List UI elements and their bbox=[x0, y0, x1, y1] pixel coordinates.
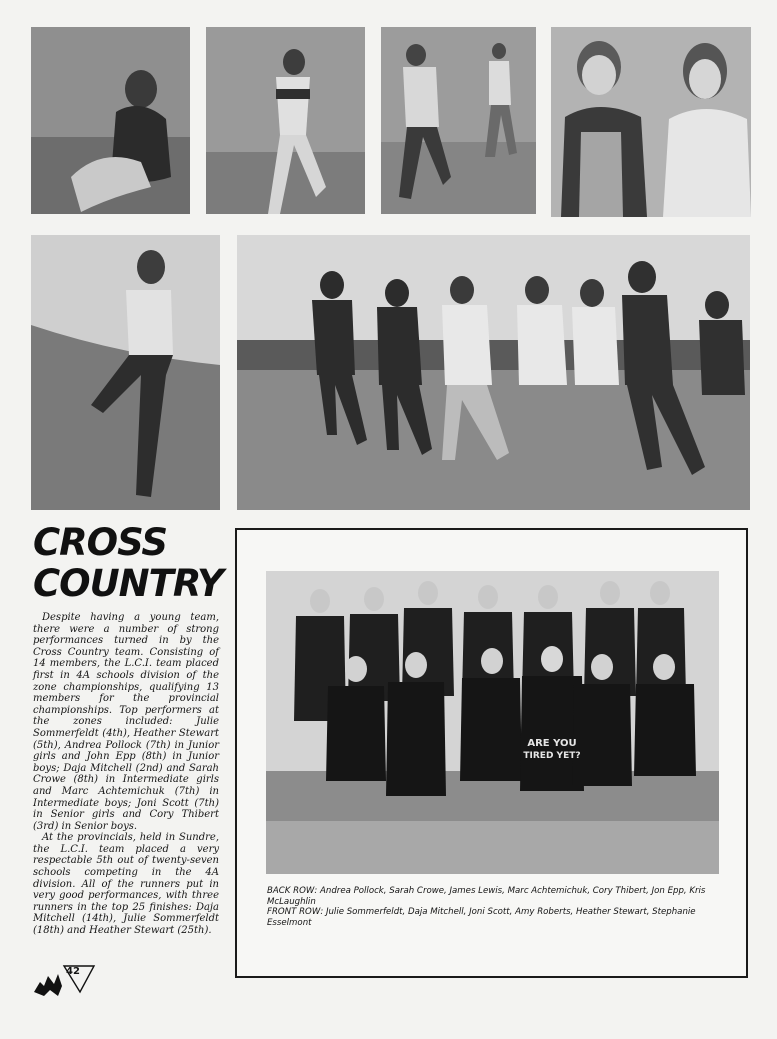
title-line-2: COUNTRY bbox=[33, 562, 223, 605]
photo-two-runners bbox=[381, 27, 536, 214]
team-photo-caption bbox=[267, 886, 727, 928]
caption-back-row: BACK ROW: Andrea Pollock, Sarah Crowe, James Lewis, Marc Achtemichuk, Cory Thibert, Jon Epp, Kris McLaughlin bbox=[267, 886, 706, 907]
photo-runner-striding bbox=[206, 27, 365, 214]
team-photo bbox=[266, 571, 719, 874]
title-line-1: CROSS bbox=[33, 521, 168, 564]
story-paragraph: Despite having a young team, there were a number of strong performances turned in by the Cross Country team. Consisting of 14 members, the L.C.I. team placed first in 4A schools division of the zone championships, qualifying 13 members for the provincial championships. Top performers at the zones included: Julie Sommerfeldt (4th), Heather Stewart (5th), Andrea Pollock (7th) in Junior girls and John Epp (8th) in Junior boys; Daja Mitchell (2nd) and Sarah Crowe (8th) in Intermediate girls and Marc Achtemichuk (7th) in Intermediate boys; Joni Scott (7th) in Senior girls and Cory Thibert (3rd) in Senior boys. bbox=[33, 612, 219, 832]
photo-two-girls-closeup bbox=[551, 27, 751, 217]
page-number: 42 bbox=[66, 966, 80, 977]
story-text bbox=[33, 612, 219, 937]
team-photo-frame bbox=[235, 528, 748, 978]
folio-runner-icon bbox=[32, 962, 98, 998]
page-title bbox=[33, 522, 233, 604]
shirt-slogan-line-1: ARE YOU bbox=[527, 738, 577, 749]
photo-runner-stretching bbox=[31, 27, 190, 214]
photo-race-start bbox=[237, 235, 750, 510]
story-paragraph: At the provincials, held in Sundre, the L.C.I. team placed a very respectable 5th out of twenty-seven schools competing in the 4A division. All of the runners put in very good performances, with three runners in the top 25 finishes: Daja Mitchell (14th), Julie Sommerfeldt (18th) and Heather Stewart (25th). bbox=[33, 832, 219, 937]
photo-runner-hillside bbox=[31, 235, 220, 510]
shirt-slogan-line-2: TIRED YET? bbox=[523, 751, 581, 761]
caption-front-row: FRONT ROW: Julie Sommerfeldt, Daja Mitchell, Joni Scott, Amy Roberts, Heather Stewart, Stephanie Esselmont bbox=[267, 907, 696, 928]
